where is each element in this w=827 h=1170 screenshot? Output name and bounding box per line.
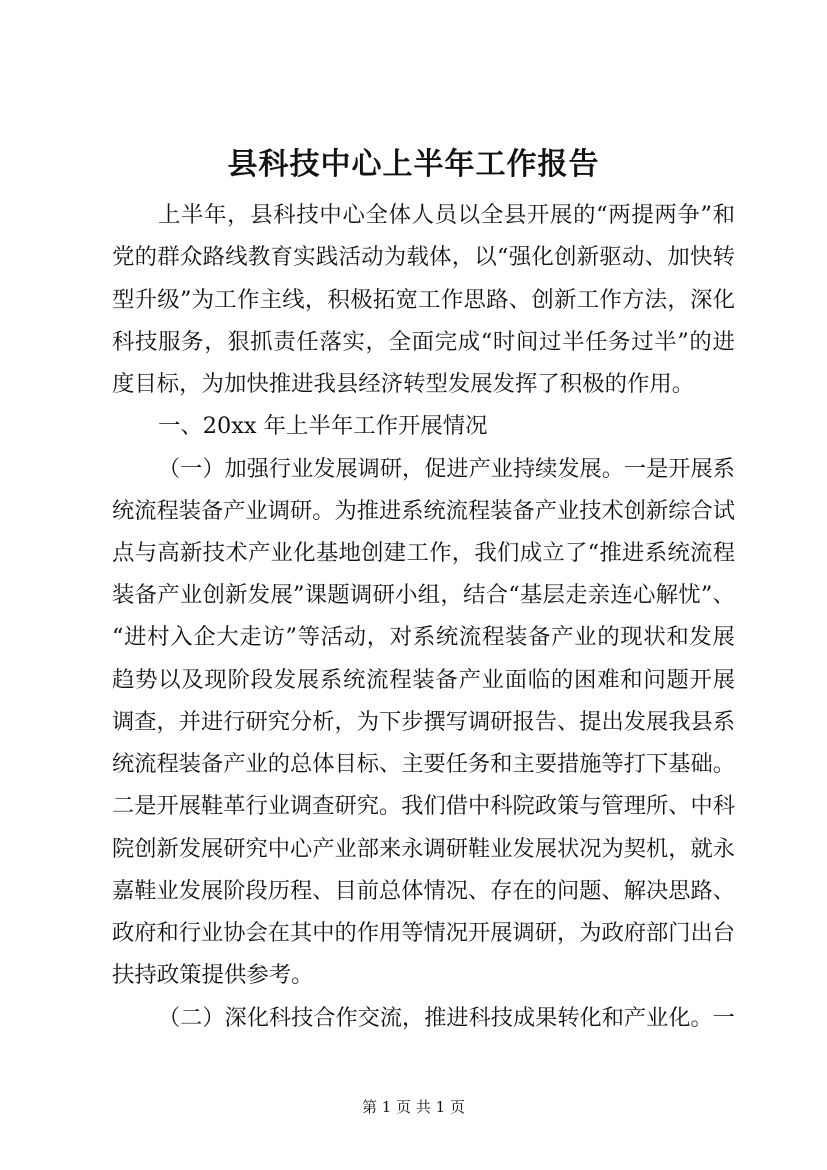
paragraph-line: 政府和行业协会在其中的作用等情况开展调研，为政府部门出台: [112, 920, 735, 946]
paragraph-line: 装备产业创新发展”课题调研小组，结合“基层走亲连心解忧”、: [112, 582, 736, 608]
page-footer: 第 1 页 共 1 页: [362, 1098, 465, 1116]
paragraph-line: 点与高新技术产业化基地创建工作，我们成立了“推进系统流程: [112, 540, 736, 566]
paragraph-line: 科技服务，狠抓责任落实，全面完成“时间过半任务过半”的进: [112, 329, 736, 355]
paragraph-line: 度目标，为加快推进我县经济转型发展发挥了积极的作用。: [112, 371, 695, 397]
paragraph-line: 统流程装备产业的总体目标、主要任务和主要措施等打下基础。: [112, 751, 735, 777]
paragraph-line: 统流程装备产业调研。为推进系统流程装备产业技术创新综合试: [112, 498, 735, 524]
paragraph-line: 党的群众路线教育实践活动为载体，以“强化创新驱动、加快转: [112, 244, 736, 270]
paragraph-line: 院创新发展研究中心产业部来永调研鞋业发展状况为契机，就永: [112, 836, 735, 862]
paragraph-line: 趋势以及现阶段发展系统流程装备产业面临的困难和问题开展: [112, 667, 736, 693]
paragraph-line: 扶持政策提供参考。: [112, 962, 314, 988]
paragraph-line: “进村入企大走访”等活动，对系统流程装备产业的现状和发展: [112, 624, 736, 650]
paragraph-line: 上半年，县科技中心全体人员以全县开展的“两提两争”和: [158, 202, 736, 228]
paragraph-line: 型升级”为工作主线，积极拓宽工作思路、创新工作方法，深化: [112, 287, 736, 313]
document-title: 县科技中心上半年工作报告: [227, 147, 600, 182]
section-heading: 一、20xx 年上半年工作开展情况: [158, 413, 488, 439]
paragraph-line: （二）深化科技合作交流，推进科技成果转化和产业化。一: [158, 1005, 735, 1031]
paragraph-line: 调查，并进行研究分析，为下步撰写调研报告、提出发展我县系: [112, 709, 735, 735]
paragraph-line: 嘉鞋业发展阶段历程、目前总体情况、存在的问题、解决思路、: [112, 878, 735, 904]
paragraph-line: （一）加强行业发展调研，促进产业持续发展。一是开展系: [158, 456, 735, 482]
paragraph-line: 二是开展鞋革行业调查研究。我们借中科院政策与管理所、中科: [112, 793, 735, 819]
